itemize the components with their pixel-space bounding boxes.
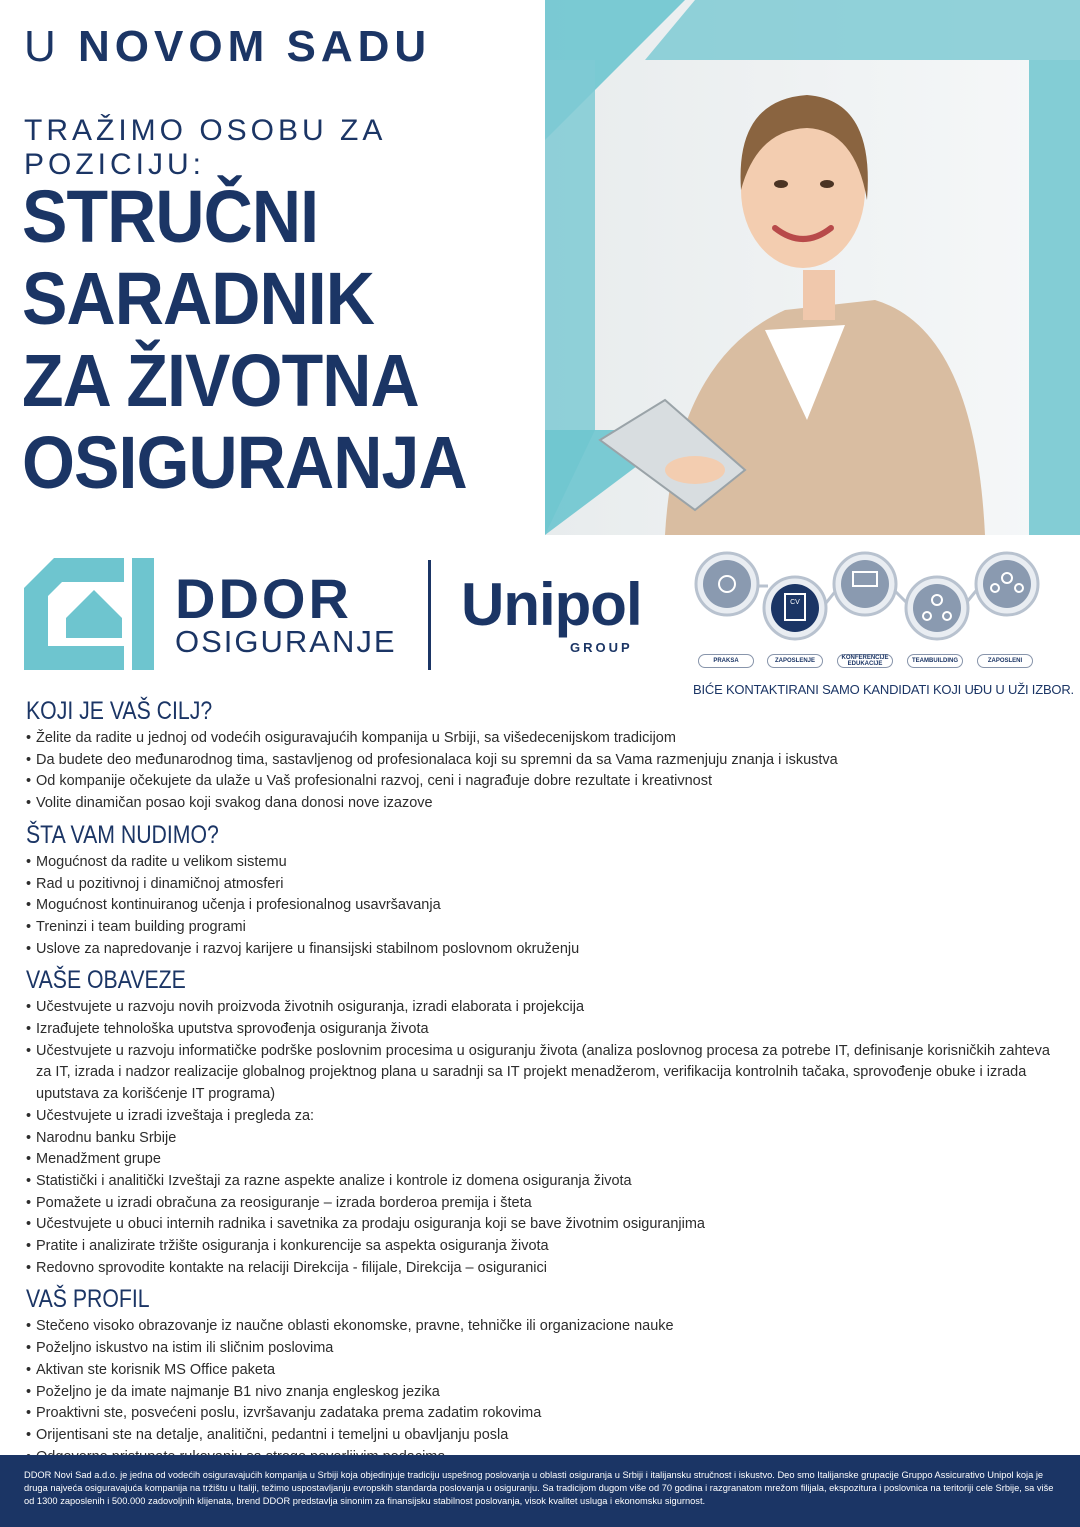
teal-band-top — [645, 0, 1080, 60]
step-label-teambuilding: TEAMBUILDING — [907, 654, 963, 668]
section-goal — [26, 697, 1066, 815]
step-icon-praksa — [696, 553, 758, 615]
list-item: • Menadžment grupe — [26, 1149, 1066, 1171]
unipol-brand-group: GROUP — [570, 640, 633, 655]
list-item: • Pratite i analizirate tržište osiguranja i konkurencije sa aspekta osiguranja života — [26, 1236, 1066, 1258]
ddor-brand-name: DDOR — [175, 567, 352, 630]
section-profile — [26, 1285, 1066, 1468]
list-item: • Stečeno visoko obrazovanje iz naučne oblasti ekonomske, pravne, tehničke ili organizacione nauke — [26, 1316, 1066, 1338]
list-item: • Pomažete u izradi obračuna za reosiguranje – izrada borderoa premija i šteta — [26, 1193, 1066, 1215]
list-item: • Učestvujete u razvoju informatičke podrške poslovnim procesima u osiguranju života (analiza poslovnog procesa za potrebe IT, definisanje korisničkih zahteva za IT, izrada i nadzor realizacije globalnog projektnog plana u saradnji sa IT projekt menadžerom, verifikacija kontrolnih tačaka, sprovođenje obuke i izrada uputstava za korišćenje IT programa) — [26, 1041, 1066, 1106]
section-title: VAŠ PROFIL — [26, 1285, 150, 1314]
list-item: • Mogućnost da radite u velikom sistemu — [26, 852, 1066, 874]
list-item: • Aktivan ste korisnik MS Office paketa — [26, 1360, 1066, 1382]
tagline: TRAŽIMO OSOBU ZA POZICIJU: — [24, 114, 385, 181]
svg-text:CV: CV — [790, 599, 800, 606]
step-icon-zaposleni — [976, 553, 1038, 615]
city-name: NOVOM SADU — [78, 22, 432, 71]
logo-row — [0, 550, 680, 680]
position-line: STRUČNI — [22, 175, 319, 258]
city-prefix: U — [24, 22, 61, 71]
bullet-list — [26, 1316, 1066, 1468]
step-label-praksa: PRAKSA — [698, 654, 754, 668]
list-item: • Orijentisani ste na detalje, analitični, pedantni i temeljni u obavljanju posla — [26, 1425, 1066, 1447]
list-item: • Volite dinamičan posao koji svakog dana donosi nove izazove — [26, 793, 1066, 815]
list-item: • Rad u pozitivnoj i dinamičnoj atmosferi — [26, 874, 1066, 896]
section-title: VAŠE OBAVEZE — [26, 966, 186, 995]
bullet-list — [26, 728, 1066, 815]
unipol-brand-name: Unipol — [461, 571, 642, 638]
step-label-zaposlenje: ZAPOSLENJE — [767, 654, 823, 668]
step-icon-teambuilding — [906, 577, 968, 639]
list-item: • Uslove za napredovanje i razvoj karijere u finansijski stabilnom poslovnom okruženju — [26, 939, 1066, 961]
section-offer — [26, 821, 1066, 961]
step-label-konferencije: KONFERENCIJE EDUKACIJE — [837, 654, 893, 668]
list-item: • Želite da radite u jednoj od vodećih osiguravajućih kompanija u Srbiji, sa višedecenijskom tradicijom — [26, 728, 1066, 750]
list-item: • Poželjno iskustvo na istim ili sličnim poslovima — [26, 1338, 1066, 1360]
list-item: • Proaktivni ste, posvećeni poslu, izvršavanju zadataka prema zadatim rokovima — [26, 1403, 1066, 1425]
list-item: • Od kompanije očekujete da ulaže u Vaš profesionalni razvoj, ceni i nagrađuje dobre rezultate i kreativnost — [26, 771, 1066, 793]
bullet-list — [26, 997, 1066, 1279]
ddor-logo-icon — [24, 558, 154, 670]
bullet-list — [26, 852, 1066, 961]
step-label-zaposleni: ZAPOSLENI — [977, 654, 1033, 668]
section-duties — [26, 966, 1066, 1279]
position-title — [22, 176, 500, 504]
list-item: • Treninzi i team building programi — [26, 917, 1066, 939]
hero-photo — [545, 0, 1080, 535]
section-title: ŠTA VAM NUDIMO? — [26, 820, 219, 849]
footer-text: DDOR Novi Sad a.d.o. je jedna od vodećih osiguravajućih kompanija u Srbiji koja objedinjuje tradiciju uspešnog poslovanja u oblasti osiguranja u Srbiji i italijansku stručnost i iskustvo. Deo smo Italijanske grupacije Gruppo Assicurativo Unipol koja je druga najveća osiguravajuća kompanija na tržištu u Italiji, težimo uspostavljanju evropskih standarda poslovanja u osiguranju. Sa tradicijom dugom više od 70 godina i razgranatom mrežom filijala, ekspozitura i poslovnica na teritoriji cele Srbije, sa više od 1300 zaposlenih i 500.000 zadovoljnih klijenata, brend DDOR predstavlja sinonim za finansijsku stabilnost poslovanja, visok kvalitet usluga i ekonomsku sigurnost. — [24, 1470, 1054, 1506]
position-line: ZA ŽIVOTNA — [22, 339, 419, 422]
teal-band-right — [1029, 60, 1080, 535]
shortlist-notice: BIĆE KONTAKTIRANI SAMO KANDIDATI KOJI UĐU U UŽI IZBOR. — [693, 682, 1074, 697]
list-item: • Učestvujete u obuci internih radnika i savetnika za prodaju osiguranja koji se bave životnim osiguranjima — [26, 1214, 1066, 1236]
step-icon-zaposlenje — [764, 577, 826, 639]
list-item: • Statistički i analitički Izveštaji za razne aspekte analize i kontrole iz domena osiguranja života — [26, 1171, 1066, 1193]
logo-divider — [428, 560, 431, 670]
list-item: • Učestvujete u izradi izveštaja i pregleda za: — [26, 1106, 1066, 1128]
career-process — [690, 548, 1050, 673]
list-item: • Izrađujete tehnološka uputstva sprovođenja osiguranja života — [26, 1019, 1066, 1041]
list-item: • Mogućnost kontinuiranog učenja i profesionalnog usavršavanja — [26, 895, 1066, 917]
step-icon-konferencije — [834, 553, 896, 615]
ddor-brand-sub: OSIGURANJE — [175, 624, 397, 659]
city-heading — [24, 22, 431, 72]
header-block — [0, 0, 545, 540]
company-footer — [0, 1455, 1080, 1527]
list-item: • Redovno sprovodite kontakte na relaciji Direkcija - filijale, Direkcija – osiguranici — [26, 1258, 1066, 1280]
section-title: KOJI JE VAŠ CILJ? — [26, 697, 213, 725]
job-details — [26, 697, 1066, 1474]
position-line: OSIGURANJA — [22, 421, 467, 504]
list-item: • Poželjno je da imate najmanje B1 nivo znanja engleskog jezika — [26, 1382, 1066, 1404]
list-item: • Narodnu banku Srbije — [26, 1128, 1066, 1150]
list-item: • Da budete deo međunarodnog tima, sastavljenog od profesionalaca koji su spremni da sa Vama razmenjuju znanja i iskustva — [26, 750, 1066, 772]
hero-illustration — [545, 0, 1080, 535]
position-line: SARADNIK — [22, 257, 374, 340]
list-item: • Učestvujete u razvoju novih proizvoda životnih osiguranja, izradi elaborata i projekcija — [26, 997, 1066, 1019]
